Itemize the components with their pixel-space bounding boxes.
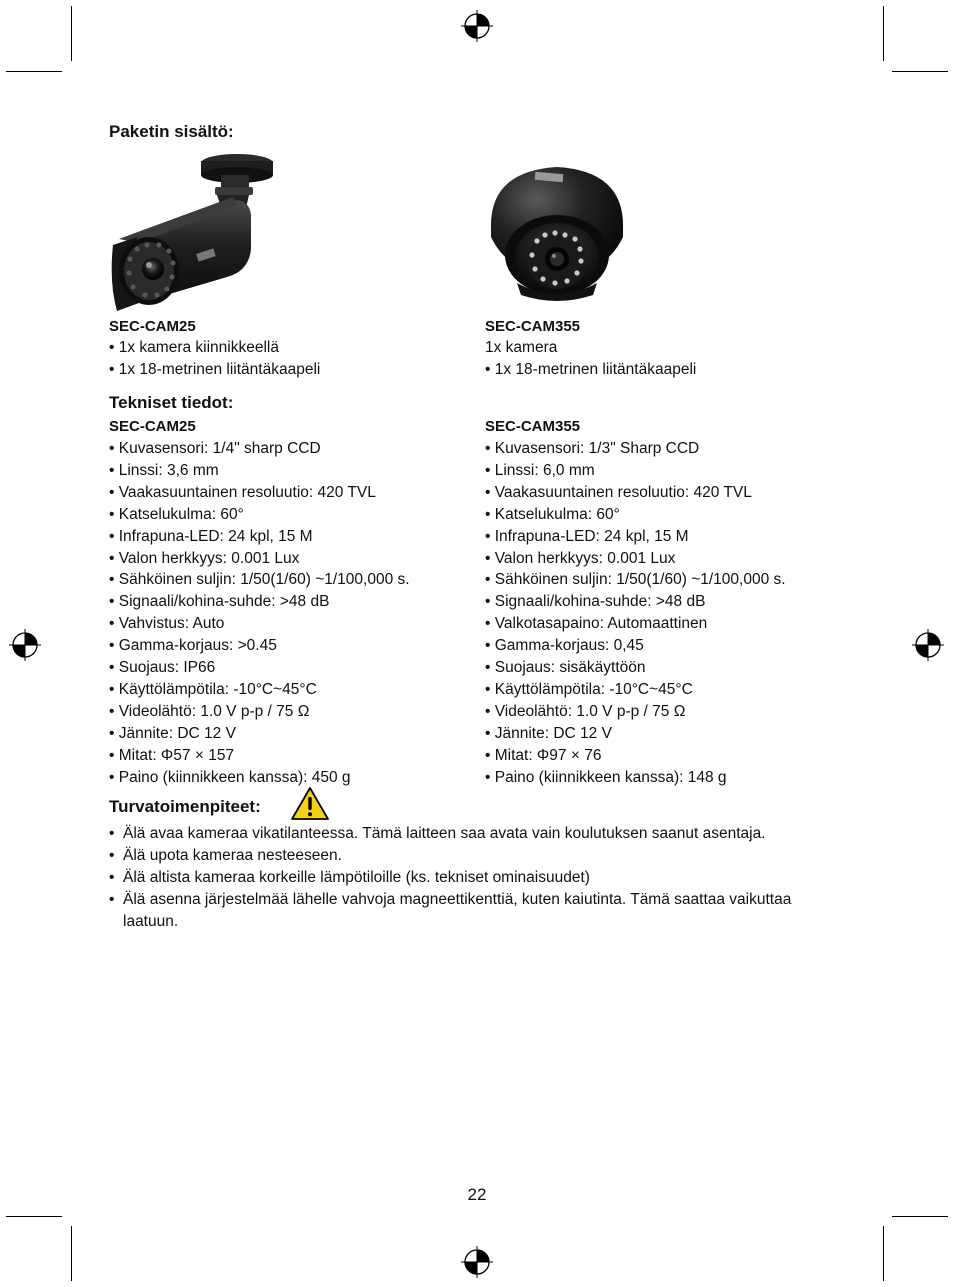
- list-item: • Signaali/kohina-suhde: >48 dB: [109, 591, 410, 613]
- list-item: • Mitat: Φ97 × 76: [485, 745, 786, 767]
- list-item: • Katselukulma: 60°: [485, 504, 786, 526]
- warning-triangle-icon: [290, 786, 330, 822]
- specs-list-cam355: [485, 438, 786, 789]
- model-cam25: SEC-CAM25: [109, 318, 196, 335]
- crop-mark: [71, 1226, 72, 1281]
- list-item: • Vaakasuuntainen resoluutio: 420 TVL: [109, 482, 410, 504]
- list-item: • Linssi: 6,0 mm: [485, 460, 786, 482]
- list-item: • Paino (kiinnikkeen kanssa): 450 g: [109, 767, 410, 789]
- list-item: • Jännite: DC 12 V: [485, 723, 786, 745]
- safety-list: [109, 823, 844, 933]
- registration-mark-icon: [460, 9, 494, 43]
- crop-mark: [883, 6, 884, 61]
- crop-mark: [6, 1216, 62, 1217]
- list-item: • Paino (kiinnikkeen kanssa): 148 g: [485, 767, 786, 789]
- registration-mark-icon: [911, 628, 945, 662]
- list-item: • Älä altista kameraa korkeille lämpötiloille (ks. tekniset ominaisuudet): [109, 867, 844, 889]
- safety-heading: Turvatoimenpiteet:: [109, 797, 261, 816]
- list-item: • Videolähtö: 1.0 V p-p / 75 Ω: [485, 701, 786, 723]
- crop-mark: [883, 1226, 884, 1281]
- list-item: • Suojaus: sisäkäyttöön: [485, 657, 786, 679]
- list-item: • Katselukulma: 60°: [109, 504, 410, 526]
- list-item: • Gamma-korjaus: 0,45: [485, 635, 786, 657]
- contents-list-cam355: [485, 337, 696, 381]
- list-item: • 1x kamera kiinnikkeellä: [109, 337, 320, 359]
- contents-heading: Paketin sisältö:: [109, 122, 234, 141]
- list-item: • Kuvasensori: 1/3" Sharp CCD: [485, 438, 786, 460]
- model-cam355: SEC-CAM355: [485, 318, 581, 335]
- list-item: • 1x 18-metrinen liitäntäkaapeli: [109, 359, 320, 381]
- specs-model-cam355: SEC-CAM355: [485, 418, 581, 435]
- crop-mark: [6, 71, 62, 72]
- list-item: • Gamma-korjaus: >0.45: [109, 635, 410, 657]
- list-item: • Käyttölämpötila: -10°C~45°C: [109, 679, 410, 701]
- list-item: • Valon herkkyys: 0.001 Lux: [485, 548, 786, 570]
- registration-mark-icon: [8, 628, 42, 662]
- list-item: • Älä avaa kameraa vikatilanteessa. Tämä laitteen saa avata vain koulutuksen saanut asentaja.: [109, 823, 844, 845]
- specs-heading: Tekniset tiedot:: [109, 393, 234, 412]
- crop-mark: [71, 6, 72, 61]
- bullet-camera-image: [109, 153, 277, 313]
- list-item: • Infrapuna-LED: 24 kpl, 15 M: [109, 526, 410, 548]
- list-item: • Sähköinen suljin: 1/50(1/60) ~1/100,000 s.: [109, 569, 410, 591]
- list-item: • Suojaus: IP66: [109, 657, 410, 679]
- list-item: • Sähköinen suljin: 1/50(1/60) ~1/100,000 s.: [485, 569, 786, 591]
- list-item: 1x kamera: [485, 339, 558, 356]
- list-item: • Vahvistus: Auto: [109, 613, 410, 635]
- list-item: • Vaakasuuntainen resoluutio: 420 TVL: [485, 482, 786, 504]
- specs-list-cam25: [109, 438, 410, 789]
- list-item: • Kuvasensori: 1/4" sharp CCD: [109, 438, 410, 460]
- crop-mark: [892, 71, 948, 72]
- crop-mark: [892, 1216, 948, 1217]
- page-number: 22: [467, 1185, 487, 1204]
- dome-camera-image: [485, 155, 629, 305]
- list-item: • Infrapuna-LED: 24 kpl, 15 M: [485, 526, 786, 548]
- contents-list-cam25: [109, 337, 320, 381]
- list-item: • Videolähtö: 1.0 V p-p / 75 Ω: [109, 701, 410, 723]
- list-item: • Signaali/kohina-suhde: >48 dB: [485, 591, 786, 613]
- list-item: • Älä upota kameraa nesteeseen.: [109, 845, 844, 867]
- list-item: • Käyttölämpötila: -10°C~45°C: [485, 679, 786, 701]
- list-item: • Mitat: Φ57 × 157: [109, 745, 410, 767]
- specs-model-cam25: SEC-CAM25: [109, 418, 196, 435]
- list-item: • Linssi: 3,6 mm: [109, 460, 410, 482]
- list-item: • Valkotasapaino: Automaattinen: [485, 613, 786, 635]
- list-item: • Älä asenna järjestelmää lähelle vahvoja magneettikenttiä, kuten kaiutinta. Tämä saattaa vaikuttaa laatuun.: [109, 889, 844, 933]
- list-item: • Jännite: DC 12 V: [109, 723, 410, 745]
- registration-mark-icon: [460, 1245, 494, 1279]
- list-item: • 1x 18-metrinen liitäntäkaapeli: [485, 359, 696, 381]
- list-item: • Valon herkkyys: 0.001 Lux: [109, 548, 410, 570]
